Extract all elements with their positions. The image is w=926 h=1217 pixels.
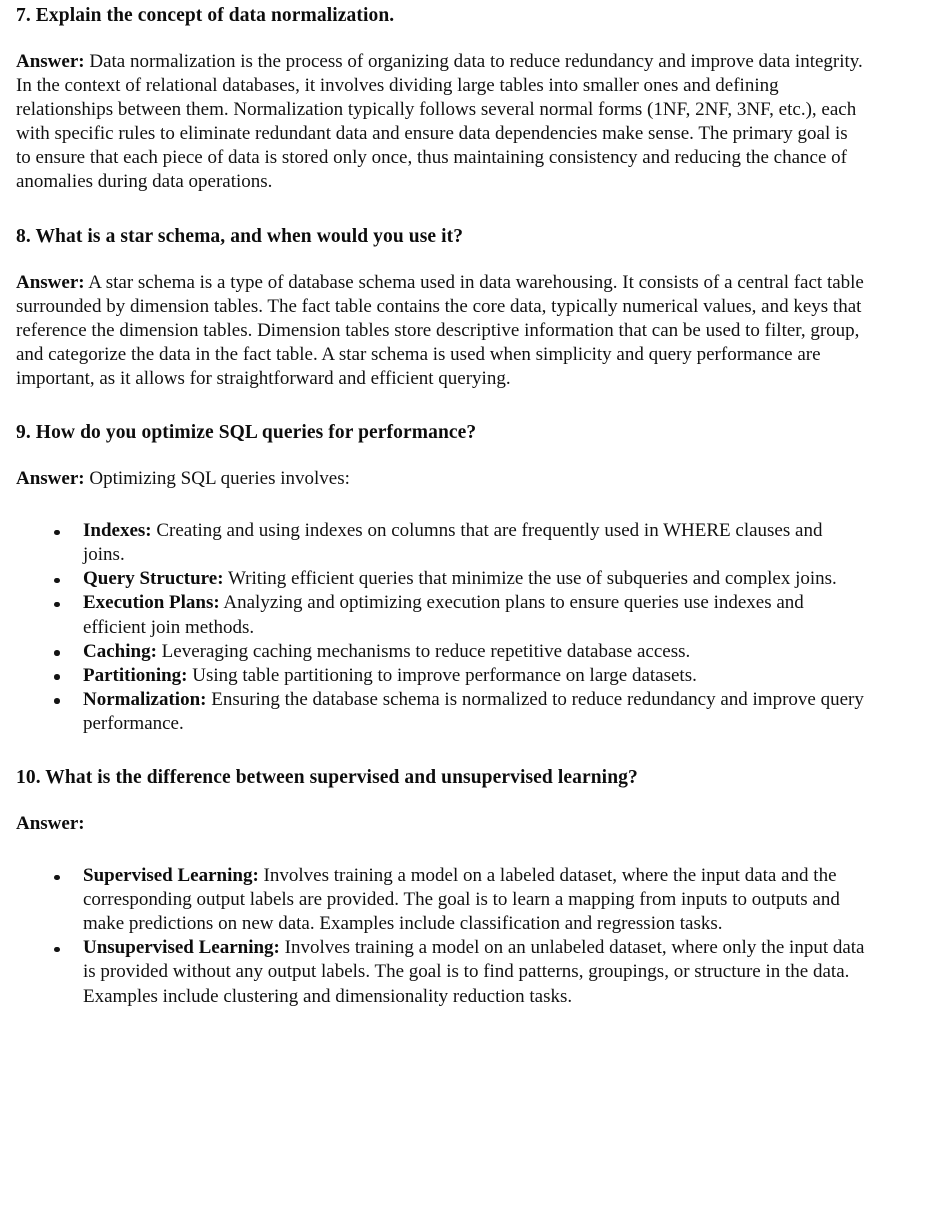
answer-text-8: A star schema is a type of database schema used in data warehousing. It consists of a central fact table surrounded by dimension tables. The fact table contains the core data, typically numerical values, and keys that reference the dimension tables. Dimension tables store descriptive information that can be used to filter, group, and categorize the data in the fact table. A star schema is used when simplicity and query performance are important, as it allows for straightforward and efficient querying. (16, 271, 864, 389)
list-item-text: Writing efficient queries that minimize the use of subqueries and complex joins. (223, 568, 837, 590)
optimization-bullet-list (16, 519, 866, 736)
list-item-term: Caching: (83, 640, 157, 662)
answer-label-8: Answer: (16, 271, 85, 293)
answer-label-10: Answer: (16, 812, 85, 834)
document-content (16, 4, 866, 1009)
answer-label-9: Answer: (16, 468, 85, 490)
list-item (16, 864, 866, 936)
list-item (16, 640, 866, 664)
section-10 (16, 766, 866, 1009)
list-item-text: Ensuring the database schema is normalized to reduce redundancy and improve query performance. (83, 688, 864, 734)
spacer (16, 445, 866, 467)
question-heading-7: 7. Explain the concept of data normalization. (16, 5, 395, 26)
list-item-text: Involves training a model on an unlabeled dataset, where only the input data is provided without any output labels. The goal is to find patterns, groupings, or structure in the data. Examples include clustering and dimensionality reduction tasks. (83, 937, 865, 1007)
section-8 (16, 225, 866, 391)
list-item-text: Leveraging caching mechanisms to reduce repetitive database access. (156, 640, 691, 662)
spacer (16, 391, 866, 421)
answer-text-7: Data normalization is the process of organizing data to reduce redundancy and improve data integrity. In the context of relational databases, it involves dividing large tables into smaller ones and defining relationships between them. Normalization typically follows several normal forms (1NF, 2NF, 3NF, etc.), each with specific rules to eliminate redundant data and ensure data dependencies make sense. The primary goal is to ensure that each piece of data is stored only once, thus maintaining consistency and reducing the chance of anomalies during data operations. (16, 51, 863, 193)
question-heading-10: 10. What is the difference between supervised and unsupervised learning? (16, 766, 638, 788)
spacer (16, 195, 866, 225)
list-item (16, 519, 866, 567)
list-item-term: Normalization: (83, 688, 207, 710)
question-heading-8: 8. What is a star schema, and when would you use it? (16, 225, 464, 247)
list-item-text: Involves training a model on a labeled dataset, where the input data and the corresponding output labels are provided. The goal is to learn a mapping from inputs to outputs and make predictions on new data. Examples include classification and regression tasks. (83, 865, 840, 935)
learning-types-bullet-list (16, 864, 866, 1009)
list-item-term: Indexes: (83, 520, 152, 542)
list-item (16, 664, 866, 688)
answer-label-7: Answer: (16, 51, 85, 72)
spacer (16, 28, 866, 50)
list-item-text: Creating and using indexes on columns that are frequently used in WHERE clauses and joins. (83, 520, 823, 566)
list-item (16, 591, 866, 639)
list-item (16, 688, 866, 736)
answer-paragraph-8 (16, 271, 866, 391)
spacer (16, 249, 866, 271)
spacer (16, 836, 866, 864)
list-item-text: Using table partitioning to improve performance on large datasets. (187, 664, 697, 686)
answer-paragraph-10 (16, 812, 866, 836)
list-item-term: Query Structure: (83, 568, 224, 590)
section-7 (16, 4, 866, 195)
spacer (16, 790, 866, 812)
list-item (16, 567, 866, 591)
list-item-term: Supervised Learning: (83, 865, 259, 887)
answer-paragraph-7 (16, 50, 866, 195)
list-item-term: Partitioning: (83, 664, 188, 686)
spacer (16, 491, 866, 519)
section-9 (16, 421, 866, 736)
list-item (16, 936, 866, 1008)
list-item-text: Analyzing and optimizing execution plans to ensure queries use indexes and efficient join methods. (83, 592, 804, 638)
answer-text-9: Optimizing SQL queries involves: (84, 468, 350, 490)
list-item-term: Execution Plans: (83, 592, 220, 614)
answer-paragraph-9 (16, 467, 866, 491)
question-heading-9: 9. How do you optimize SQL queries for performance? (16, 422, 477, 444)
list-item-term: Unsupervised Learning: (83, 937, 280, 959)
spacer (16, 736, 866, 766)
